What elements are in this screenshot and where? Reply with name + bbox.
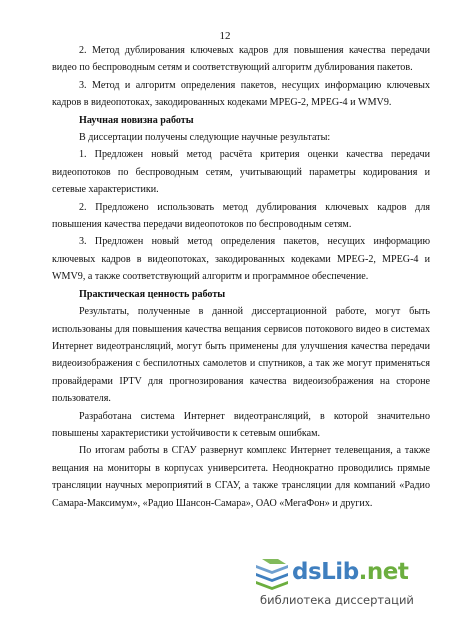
para-system: Разработана система Интернет видеотрансляций, в которой значительно повышены характеристики устойчивости к сетевым ошибкам.	[52, 410, 430, 439]
watermark-brand	[292, 559, 408, 585]
para-packet-method: 3. Метод и алгоритм определения пакетов, несущих информацию ключевых кадров в видеопотоках, закодированных кодеками MPEG-2, MPEG-4 и WMV9.	[52, 79, 430, 109]
para-result-2: 2. Предложено использовать метод дублирования ключевых кадров для повышения качества передачи видеопотоков по беспроводным сетям.	[52, 201, 430, 231]
para-practical: Результаты, полученные в данной диссертационной работе, могут быть использованы для повышения качества вещания сервисов потокового видео в системах Интернет видеотрансляций, могут быть применены для улучшения качества передачи видеоизображения с беспилотных самолетов и спутников, а так же могут применяться провайдерами IPTV для прогнозирования качества видеоизображения на стороне пользователя.	[52, 306, 430, 405]
document-body	[52, 42, 430, 512]
para-deploy: По итогам работы в СГАУ развернут комплекс Интернет телевещания, а также вещания на мониторы в корпусах университета. Неоднократно проводились прямые трансляции научных мероприятий в СГАУ, а также трансляции для компаний «Радио Самара-Максимум», «Радио Шансон-Самара», ОАО «МегаФон» и других.	[52, 445, 430, 509]
book-stack-icon	[252, 557, 292, 591]
watermark-subtitle: библиотека диссертаций	[260, 593, 414, 607]
brand-main: dsLib	[292, 559, 359, 585]
page-number: 12	[219, 30, 231, 42]
para-result-1: 1. Предложен новый метод расчёта критерия оценки качества передачи видеопотоков по беспроводным сетям, учитывающий параметры кодирования и сетевые характеристики.	[52, 149, 430, 196]
para-results-intro: В диссертации получены следующие научные результаты:	[79, 132, 331, 144]
heading-novelty: Научная новизна работы	[79, 114, 194, 126]
para-result-3: 3. Предложен новый метод определения пакетов, несущих информацию ключевых кадров в видеопотоках, закодированных кодеками MPEG-2, MPEG-4 и WMV9, а также соответствующий алгоритм и программное обеспечение.	[52, 236, 430, 283]
brand-domain: .net	[358, 559, 409, 585]
para-dup-method: 2. Метод дублирования ключевых кадров для повышения качества передачи видео по беспроводным сетям и соответствующий алгоритм дублирования пакетов.	[52, 45, 430, 74]
dslib-watermark	[238, 557, 438, 621]
heading-practical: Практическая ценность работы	[79, 288, 226, 300]
